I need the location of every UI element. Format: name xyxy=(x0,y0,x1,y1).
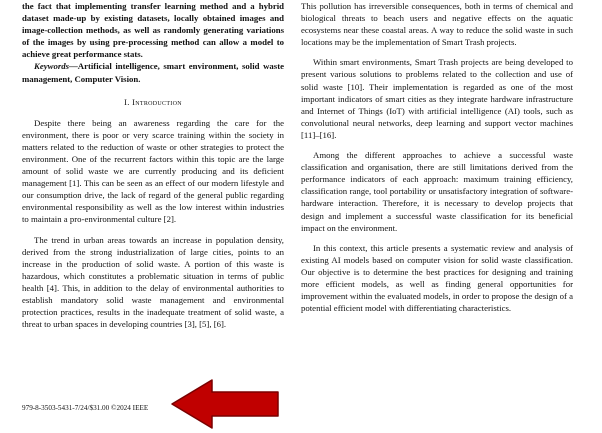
right-paragraph-1: Within smart environments, Smart Trash projects are being developed to present various solutions to problems related to the collection and use of solid waste [10]. Their implementation is regarded as one of the most important indicators of smart cities as they integrate hardware infrastructure and Internet of Things (IoT) with artificial intelligence (AI) tools, such as convolutional neural networks, deep learning and support vector machines [11]–[16]. xyxy=(301,57,573,140)
intro-paragraph-1: Despite there being an awareness regarding the care for the environment, there is poor or very scarce training within the society in matters related to the reduction of waste or other strategies to protect the environment. One of the recurrent factors within this topic are the large amount of solid waste we are currently producing and its deficient management [1]. This can be seen as an effect of our modern lifestyle and our consumption drive, the lack of regard of the general public regarding environmental responsibility as well as the low interest within industries to maintain a pro-environmental culture [2]. xyxy=(22,117,284,225)
keywords-line xyxy=(22,60,284,84)
section-title: I. Introduction xyxy=(124,96,182,107)
right-paragraph-3: In this context, this article presents a systematic review and analysis of existing AI models based on computer vision for solid waste classification. Our objective is to determine the best practices for designing and training more efficient models, as well as finding general opportunities for improvement within the evaluated models, in order to propose the design of a potential efficient model with differentiating characteristics. xyxy=(301,242,573,314)
abstract-tail: the fact that implementing transfer learning method and a hybrid dataset made-up by existing datasets, locally obtained images and image-collection methods, as well as randomly generating variations of the images by using pre-processing method can allow a model to achieve great performance stats. xyxy=(22,1,284,60)
abstract-block xyxy=(22,0,284,85)
copyright-line: 979-8-3503-5431-7/24/$31.00 ©2024 IEEE xyxy=(22,404,149,412)
right-paragraph-2: Among the different approaches to achieve a successful waste classification and organisation, there are still limitations derived from the performance indicators of each approach: maximum training efficiency, classification range, tool portability or unsatisfactory integration of software-hardware interaction. Therefore, it is necessary to develop projects that design and implement a successful waste classification for its beneficial impact on the environment. xyxy=(301,150,573,233)
keywords-text: —Artificial intelligence, smart environment, solid waste management, Computer Vision. xyxy=(22,61,284,84)
keywords-label: Keywords xyxy=(34,61,69,72)
right-paragraph-tail: This pollution has irreversible consequences, both in terms of chemical and biological threats to beach users and negative effects on the aquatic ecosystems near these coastal areas. A way to reduce the solid waste in such locations may be the implementation of Smart Trash projects. xyxy=(301,1,573,48)
right-column xyxy=(301,0,573,314)
left-column xyxy=(22,0,284,330)
left-arrow-icon xyxy=(170,378,280,430)
intro-paragraph-2: The trend in urban areas towards an increase in population density, derived from the strong industrialization of large cities, points to an increase in the production of solid waste. A portion of this waste is hazardous, which constitutes a problematic situation in terms of public health [4]. This, in addition to the delay of environmental authorities to establish mandatory solid waste management and environmental protection practices, results in the inadequate treatment of solid waste, a threat to urban spaces in developing countries [3], [5], [6]. xyxy=(22,234,284,330)
